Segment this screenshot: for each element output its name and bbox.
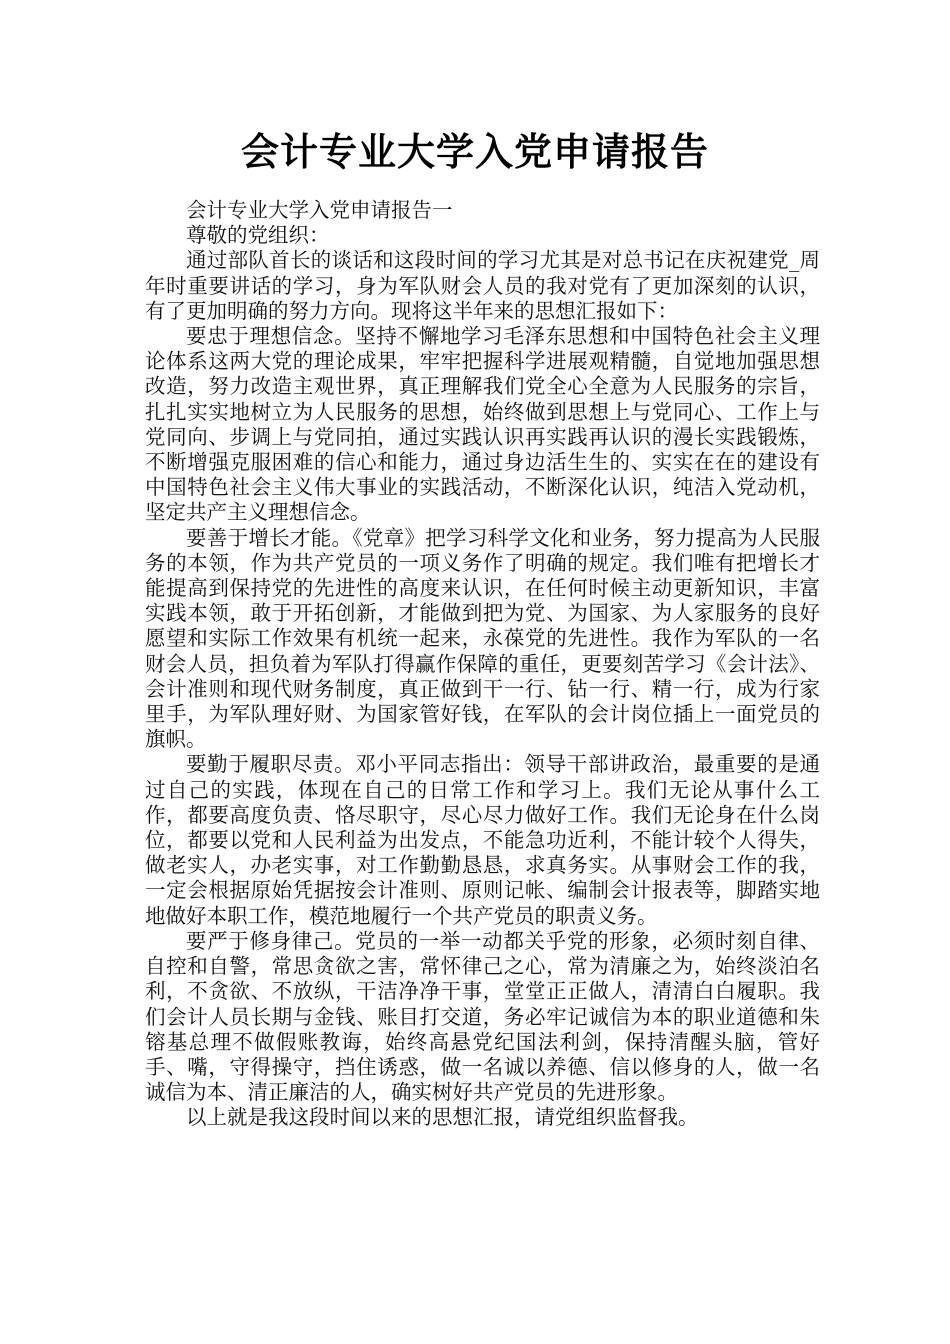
paragraph-skills: 要善于增长才能。《党章》把学习科学文化和业务，努力提高为人民服务的本领，作为共产党员的一项义务作了明确的规定。我们唯有把增长才能提高到保持党的先进性的高度来认识，在任何时候主动更新知识，丰富实践本领，敢于开拓创新，才能做到把为党、为国家、为人家服务的良好愿望和实际工作效果有机统一起来，永葆党的先进性。我作为军队的一名财会人员，担负着为军队打得赢作保障的重任，更要刻苦学习《会计法》、会计准则和现代财务制度，真正做到干一行、钻一行、精一行，成为行家里手，为军队理好财、为国家管好钱，在军队的会计岗位插上一面党员的旗帜。 — [145, 525, 820, 752]
document-subtitle: 会计专业大学入党申请报告一 — [186, 198, 453, 222]
document-title: 会计专业大学入党申请报告 — [240, 130, 709, 174]
paragraph-closing: 以上就是我这段时间以来的思想汇报，请党组织监督我。 — [186, 1105, 699, 1130]
document-body — [145, 198, 820, 1131]
paragraph-intro: 通过部队首长的谈话和这段时间的学习尤其是对总书记在庆祝建党_周年时重要讲话的学习，身为军队财会人员的我对党有了更加深刻的认识，有了更加明确的努力方向。现将这半年来的思想汇报如下： — [145, 248, 820, 323]
paragraph-ideals: 要忠于理想信念。坚持不懈地学习毛泽东思想和中国特色社会主义理论体系这两大党的理论成果，牢牢把握科学进展观精髓，自觉地加强思想改造，努力改造主观世界，真正理解我们党全心全意为人民服务的宗旨，扎扎实实地树立为人民服务的思想，始终做到思想上与党同心、工作上与党同向、步调上与党同拍，通过实践认识再实践再认识的漫长实践锻炼，不断增强克服困难的信心和能力，通过身边活生生的、实实在在的建设有中国特色社会主义伟大事业的实践活动，不断深化认识，纯洁入党动机，坚定共产主义理想信念。 — [145, 324, 820, 525]
salutation: 尊敬的党组织： — [186, 223, 330, 248]
paragraph-duties: 要勤于履职尽责。邓小平同志指出：领导干部讲政治，最重要的是通过自己的实践，体现在自己的日常工作和学习上。我们无论从事什么工作，都要高度负责、恪尽职守，尽心尽力做好工作。我们无论身在什么岗位，都要以党和人民利益为出发点，不能急功近利，不能计较个人得失，做老实人，办老实事，对工作勤勤恳恳，求真务实。从事财会工作的我，一定会根据原始凭据按会计准则、原则记帐、编制会计报表等，脚踏实地地做好本职工作，模范地履行一个共产党员的职责义务。 — [145, 752, 820, 928]
paragraph-self-discipline: 要严于修身律己。党员的一举一动都关乎党的形象，必须时刻自律、自控和自警，常思贪欲之害，常怀律己之心，常为清廉之为，始终淡泊名利，不贪欲、不放纵，干洁净净干事，堂堂正正做人，清清白白履职。我们会计人员长期与金钱、账目打交道，务必牢记诚信为本的职业道德和朱镕基总理不做假账教诲，始终高悬党纪国法利剑，保持清醒头脑，管好手、嘴，守得操守，挡住诱惑，做一名诚以养德、信以修身的人，做一名诚信为本、清正廉洁的人，确实树好共产党员的先进形象。 — [145, 928, 820, 1105]
